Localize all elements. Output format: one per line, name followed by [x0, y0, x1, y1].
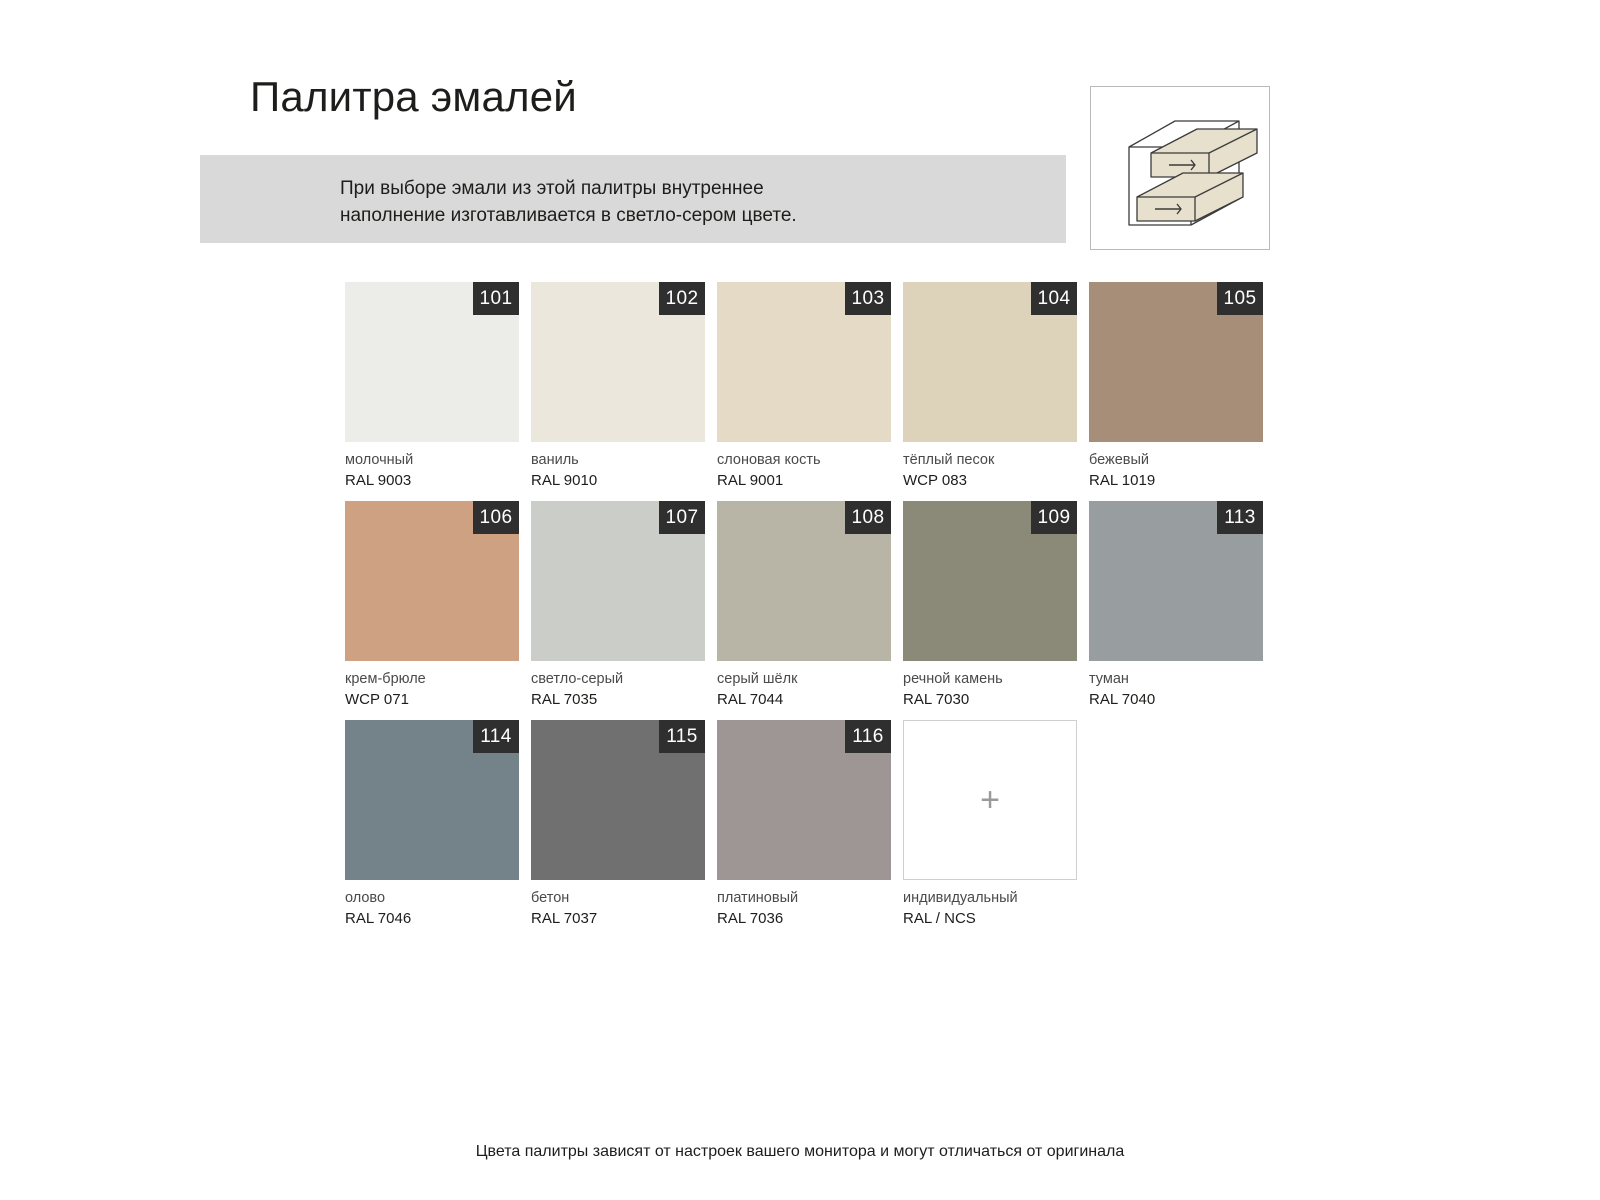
swatch-number: 115 — [659, 720, 705, 753]
swatch-preview[interactable] — [531, 501, 705, 661]
swatch-number: 109 — [1031, 501, 1077, 534]
swatch-number: 113 — [1217, 501, 1263, 534]
swatch-name: тёплый песок — [903, 452, 995, 468]
swatch-preview[interactable] — [1089, 501, 1263, 661]
swatch-row — [345, 282, 1275, 490]
swatch-code: WCP 083 — [903, 472, 967, 489]
swatch-name: бетон — [531, 890, 570, 906]
swatch-code: WCP 071 — [345, 691, 409, 708]
swatch-code: RAL 7040 — [1089, 691, 1156, 708]
swatch-number: 104 — [1031, 282, 1077, 315]
swatch-cell-custom[interactable] — [903, 720, 1089, 928]
swatch-name: серый шёлк — [717, 671, 798, 687]
swatch-preview[interactable] — [903, 282, 1077, 442]
swatch-number: 108 — [845, 501, 891, 534]
swatch-number: 102 — [659, 282, 705, 315]
swatch-number: 103 — [845, 282, 891, 315]
swatch-cell-109[interactable] — [903, 501, 1089, 709]
swatch-number: 105 — [1217, 282, 1263, 315]
notice-text — [340, 175, 1040, 229]
swatch-preview[interactable] — [531, 282, 705, 442]
swatch-name: олово — [345, 890, 386, 906]
notice-banner — [200, 155, 1066, 243]
notice-line-1: При выборе эмали из этой палитры внутреннее — [340, 178, 764, 199]
swatch-code: RAL 7030 — [903, 691, 970, 708]
swatch-code: RAL 9010 — [531, 472, 598, 489]
swatch-name: крем-брюле — [345, 671, 426, 687]
swatch-row — [345, 501, 1275, 709]
swatch-code: RAL 7035 — [531, 691, 598, 708]
page-title: Палитра эмалей — [250, 73, 577, 121]
swatch-preview[interactable] — [345, 282, 519, 442]
swatch-code: RAL 7037 — [531, 910, 598, 927]
swatch-code: RAL 7044 — [717, 691, 784, 708]
drawer-unit-icon — [1090, 86, 1270, 250]
swatch-grid — [345, 282, 1275, 939]
swatch-code: RAL 1019 — [1089, 472, 1156, 489]
swatch-name: молочный — [345, 452, 414, 468]
swatch-preview[interactable] — [717, 501, 891, 661]
swatch-row — [345, 720, 1275, 928]
swatch-cell-116[interactable] — [717, 720, 903, 928]
swatch-name: речной камень — [903, 671, 1003, 687]
swatch-name: светло-серый — [531, 671, 624, 687]
plus-icon: + — [980, 781, 1000, 819]
swatch-code: RAL 7036 — [717, 910, 784, 927]
swatch-preview[interactable] — [717, 282, 891, 442]
swatch-preview[interactable] — [345, 501, 519, 661]
notice-line-2: наполнение изготавливается в светло-сером цвете. — [340, 205, 797, 226]
swatch-number: 116 — [845, 720, 891, 753]
swatch-preview[interactable] — [1089, 282, 1263, 442]
swatch-name: ваниль — [531, 452, 579, 468]
swatch-name: индивидуальный — [903, 890, 1018, 906]
swatch-cell-113[interactable] — [1089, 501, 1275, 709]
swatch-cell-114[interactable] — [345, 720, 531, 928]
swatch-cell-107[interactable] — [531, 501, 717, 709]
swatch-code: RAL 9003 — [345, 472, 412, 489]
swatch-number: 107 — [659, 501, 705, 534]
swatch-name: слоновая кость — [717, 452, 821, 468]
swatch-number: 106 — [473, 501, 519, 534]
swatch-code: RAL 7046 — [345, 910, 412, 927]
swatch-cell-101[interactable] — [345, 282, 531, 490]
swatch-code: RAL / NCS — [903, 910, 976, 927]
swatch-name: туман — [1089, 671, 1129, 687]
swatch-cell-103[interactable] — [717, 282, 903, 490]
swatch-cell-115[interactable] — [531, 720, 717, 928]
swatch-preview[interactable] — [717, 720, 891, 880]
swatch-preview[interactable] — [345, 720, 519, 880]
swatch-name: бежевый — [1089, 452, 1150, 468]
footer-note: Цвета палитры зависят от настроек вашего монитора и могут отличаться от оригинала — [475, 1143, 1125, 1160]
swatch-cell-102[interactable] — [531, 282, 717, 490]
custom-color-picker[interactable] — [903, 720, 1077, 880]
swatch-cell-106[interactable] — [345, 501, 531, 709]
swatch-preview[interactable] — [531, 720, 705, 880]
swatch-cell-104[interactable] — [903, 282, 1089, 490]
swatch-cell-105[interactable] — [1089, 282, 1275, 490]
swatch-name: платиновый — [717, 890, 799, 906]
swatch-cell-108[interactable] — [717, 501, 903, 709]
swatch-code: RAL 9001 — [717, 472, 784, 489]
swatch-number: 101 — [473, 282, 519, 315]
swatch-preview[interactable] — [903, 501, 1077, 661]
swatch-number: 114 — [473, 720, 519, 753]
